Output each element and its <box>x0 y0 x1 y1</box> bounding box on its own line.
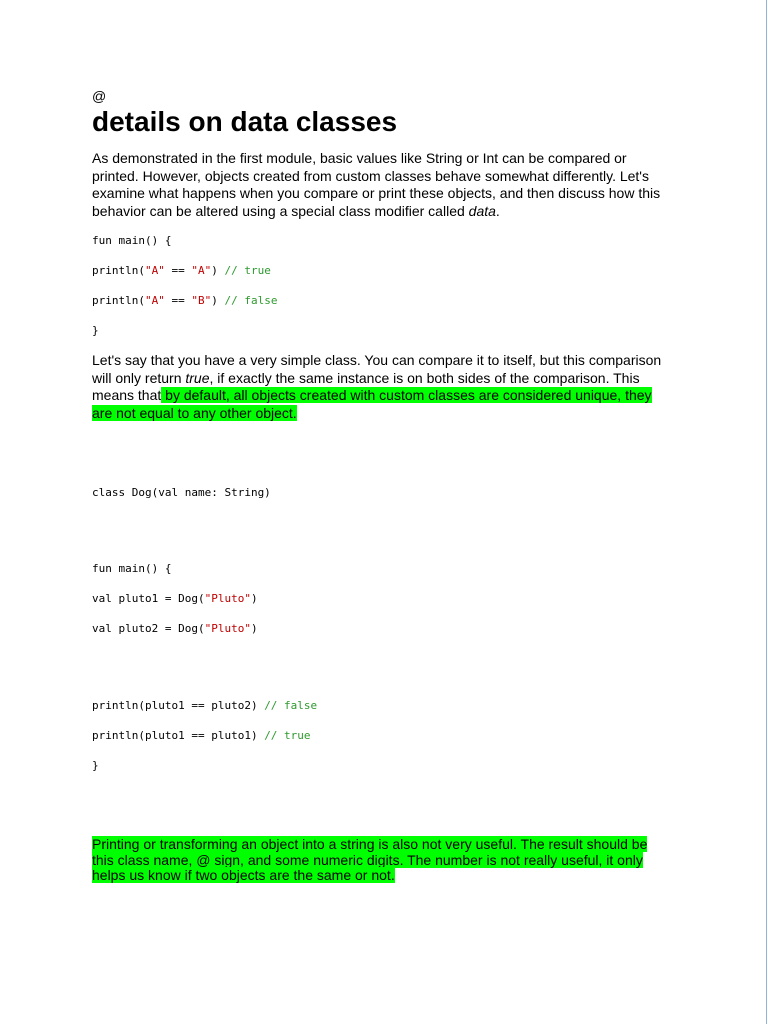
code-token: println( <box>92 264 145 277</box>
code-line: fun main() { <box>92 562 172 575</box>
code-token: println(pluto1 == pluto2) <box>92 699 265 712</box>
string-literal: "B" <box>191 294 212 307</box>
code-token: ) <box>250 622 258 635</box>
code-token: val pluto1 = Dog( <box>92 592 205 605</box>
highlighted-text: by default, all objects created with custom classes are considered unique, they are not equal to any other object. <box>92 387 652 421</box>
string-literal: "A" <box>144 264 165 277</box>
page-edge-rule <box>766 0 767 1024</box>
comparison-paragraph <box>92 352 672 422</box>
code-comment: // false <box>264 699 318 712</box>
code-line: } <box>92 324 99 337</box>
document-page <box>92 86 672 884</box>
code-line <box>92 264 672 278</box>
section-marker: @ <box>92 88 107 104</box>
code-line: fun main() { <box>92 234 172 247</box>
highlighted-text: Printing or transforming an object into a string is also not very useful. The result should be this class name, @ sign, and some numeric digits. The number is not really useful, it only helps us know if two objects are the same or not. <box>92 836 648 883</box>
code-token: ) <box>211 264 225 277</box>
code-token: == <box>164 294 192 307</box>
intro-paragraph <box>92 150 672 220</box>
intro-text-1: As demonstrated in the first module, basic values like String or Int can be compared or printed. However, objects created from custom classes behave somewhat differently. Let's examine what happens when you compare or print these objects, and then discuss how this behavior can be altered using a special class modifier called <box>92 150 661 219</box>
code-token: println(pluto1 == pluto1) <box>92 729 265 742</box>
code-line: } <box>92 759 99 772</box>
code-comment: // false <box>224 294 278 307</box>
code-line <box>92 699 672 713</box>
page-title: details on data classes <box>92 106 398 137</box>
string-literal: "Pluto" <box>204 622 251 635</box>
printing-paragraph <box>92 837 672 884</box>
code-line <box>92 592 672 606</box>
string-literal: "Pluto" <box>204 592 251 605</box>
code-token: ) <box>250 592 258 605</box>
code-line <box>92 729 672 743</box>
code-comment: // true <box>224 264 271 277</box>
code-line <box>92 294 672 308</box>
string-literal: "A" <box>191 264 212 277</box>
code-comment: // true <box>264 729 311 742</box>
intro-emphasis: data <box>468 202 496 219</box>
string-literal: "A" <box>144 294 165 307</box>
code-token: println( <box>92 294 145 307</box>
paragraph-emphasis: true <box>185 369 210 386</box>
paragraph-text: , if exactly the same instance is on both sides of the comparison. This means that <box>92 369 640 403</box>
code-block-2 <box>92 486 672 773</box>
code-token: val pluto2 = Dog( <box>92 622 205 635</box>
intro-text-2: . <box>495 202 500 219</box>
code-line <box>92 622 672 636</box>
code-token: == <box>164 264 192 277</box>
code-block-1 <box>92 234 672 338</box>
code-line: class Dog(val name: String) <box>92 486 271 499</box>
paragraph-text: Let's say that you have a very simple class. You can compare it to itself, but this comparison will only return <box>92 352 662 386</box>
code-token: ) <box>211 294 225 307</box>
